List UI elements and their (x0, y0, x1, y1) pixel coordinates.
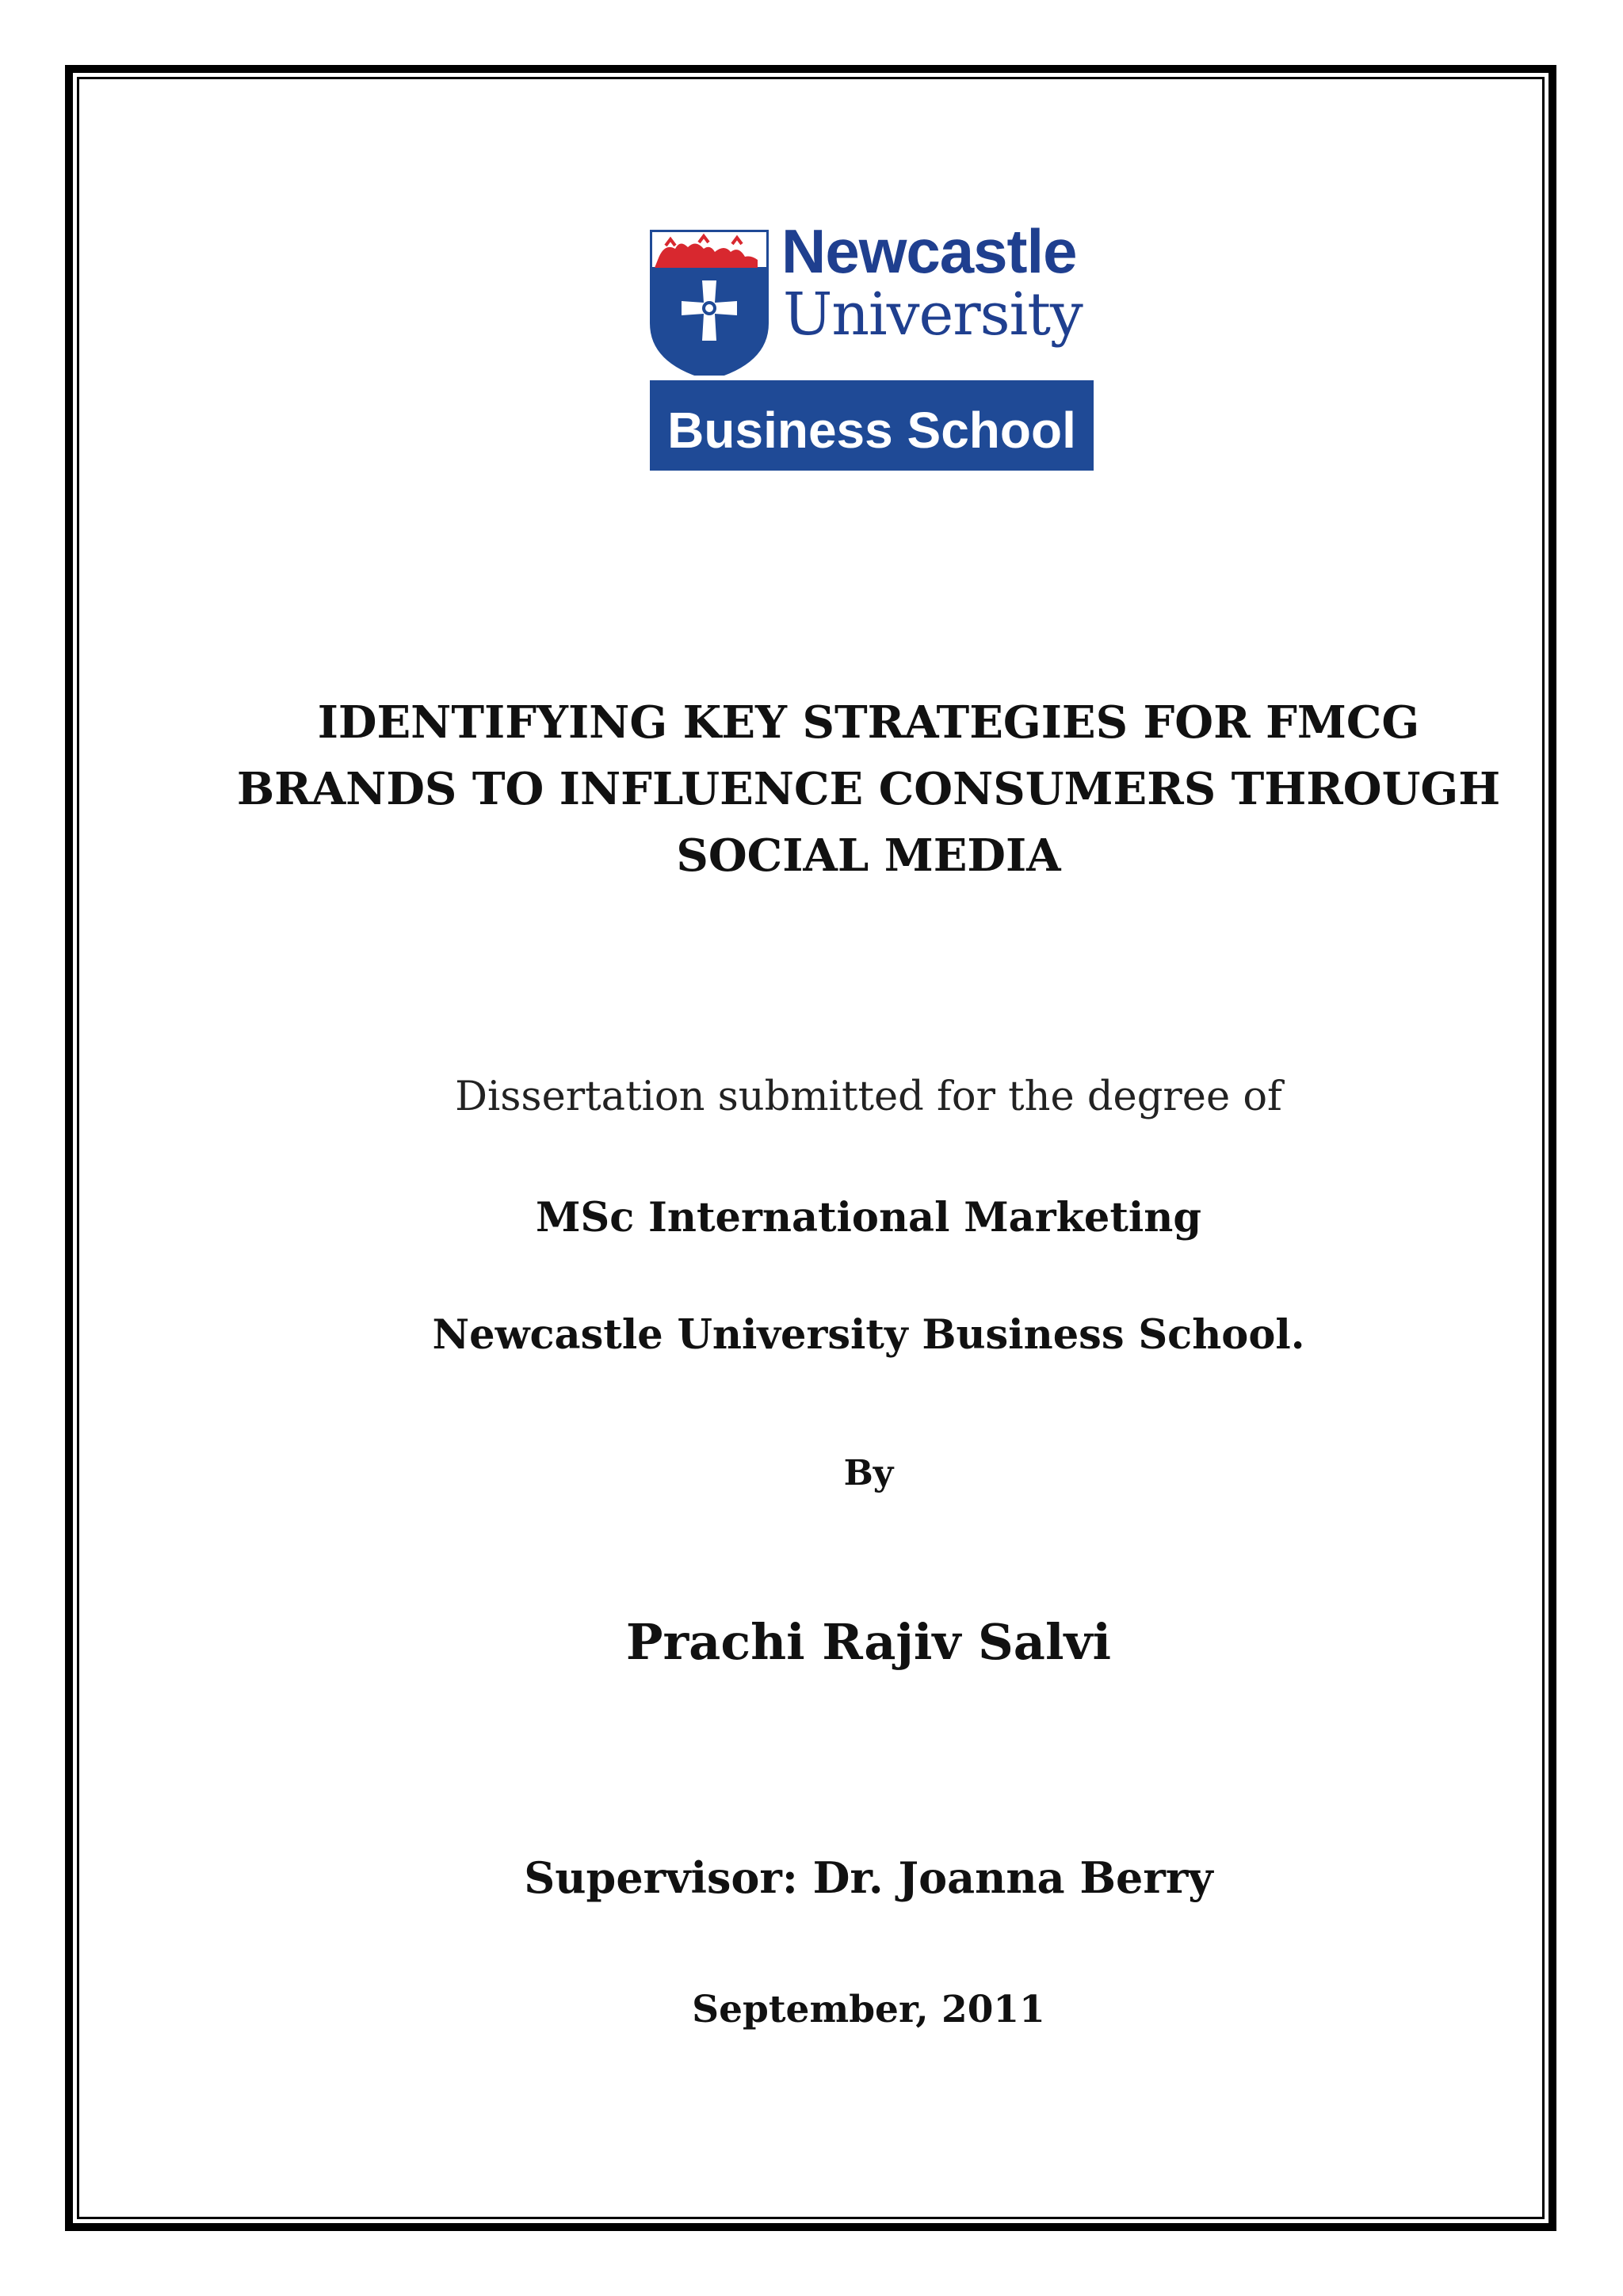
supervisor-line: Supervisor: Dr. Joanna Berry (524, 1852, 1213, 1903)
by-label: By (843, 1453, 894, 1493)
logo-university-text: University (783, 280, 1083, 349)
logo-newcastle-text: Newcastle (781, 216, 1077, 286)
title-line-2: BRANDS TO INFLUENCE CONSUMERS THROUGH (236, 763, 1501, 815)
degree-name: MSc International Marketing (535, 1194, 1202, 1241)
school-name: Newcastle University Business School. (432, 1311, 1305, 1359)
submission-date: September, 2011 (692, 1988, 1045, 2031)
logo-business-school-bar (650, 376, 1094, 471)
author-name: Prachi Rajiv Salvi (625, 1613, 1112, 1671)
title-line-1: IDENTIFYING KEY STRATEGIES FOR FMCG (317, 696, 1420, 749)
dissertation-title (0, 689, 1623, 889)
submission-statement: Dissertation submitted for the degree of (455, 1074, 1282, 1120)
logo-business-school-text: Business School (667, 402, 1076, 459)
title-line-3: SOCIAL MEDIA (676, 830, 1061, 882)
university-logo (610, 184, 1125, 501)
university-shield-icon (650, 230, 769, 380)
